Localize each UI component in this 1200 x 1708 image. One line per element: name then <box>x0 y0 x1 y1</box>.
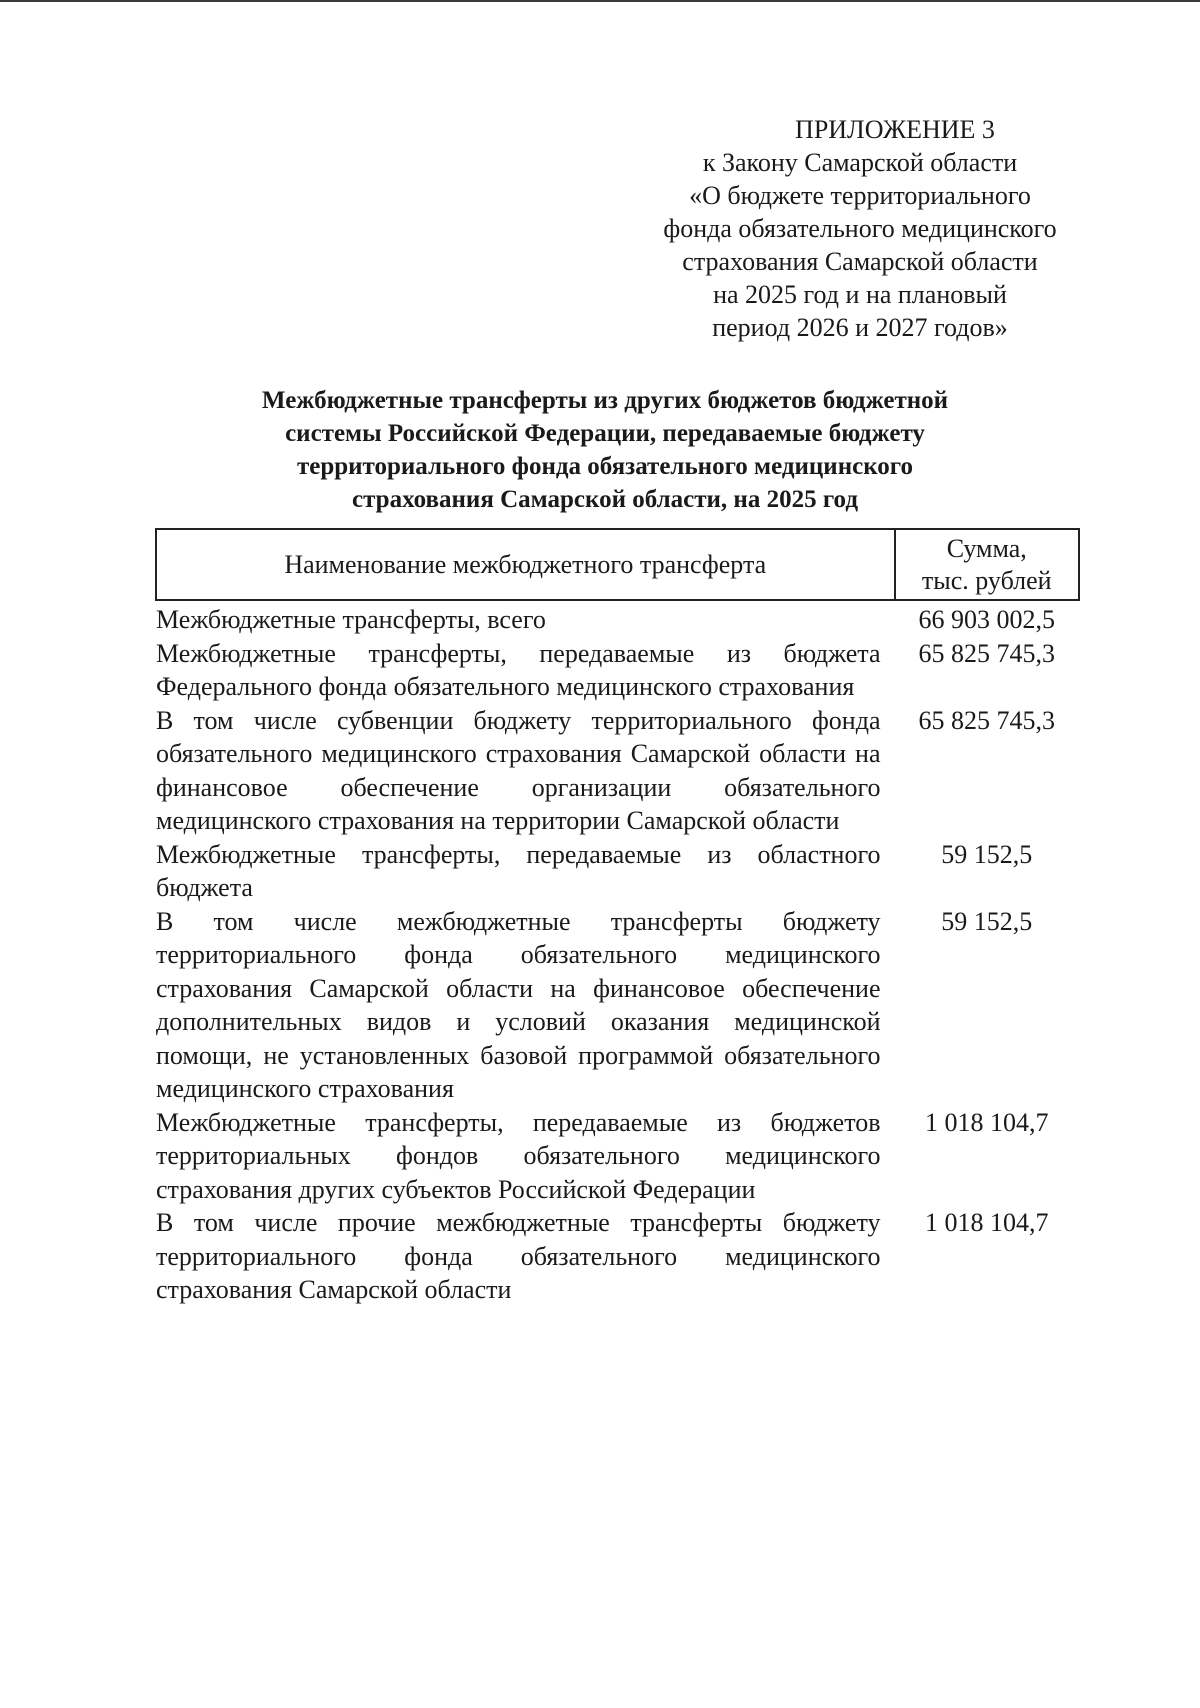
transfer-name: Межбюджетные трансферты, передаваемые из бюджетов территориальных фондов обязательного медицинского страхования других субъектов Российской Федерации <box>156 1107 881 1204</box>
appendix-law-ref: к Закону Самарской области <box>702 148 1018 177</box>
transfer-amount: 66 903 002,5 <box>918 605 1055 634</box>
transfer-amount: 59 152,5 <box>941 906 1033 936</box>
appendix-law-name-line: страхования Самарской области <box>682 247 1038 276</box>
table-row <box>156 600 1079 637</box>
transfer-amount: 65 825 745,3 <box>918 705 1055 735</box>
appendix-law-name-line: фонда обязательного медицинского <box>663 214 1057 243</box>
page-top-edge-line <box>0 0 1200 2</box>
transfers-table <box>155 528 1080 1307</box>
column-header-amount-line2: тыс. рублей <box>921 565 1052 595</box>
transfer-amount: 1 018 104,7 <box>925 1208 1049 1237</box>
table-header-row <box>156 529 1079 600</box>
transfer-amount: 59 152,5 <box>941 839 1033 869</box>
table-row <box>156 704 1079 838</box>
table-row <box>156 1206 1079 1307</box>
appendix-law-name-line: период 2026 и 2027 годов» <box>712 313 1008 342</box>
transfer-amount: 65 825 745,3 <box>918 638 1055 668</box>
document-title-line: Межбюджетные трансферты из других бюджетов бюджетной <box>261 387 949 414</box>
appendix-law-name-line: на 2025 год и на плановый <box>713 280 1007 309</box>
column-header-amount-line1: Сумма, <box>946 533 1027 563</box>
table-row <box>156 838 1079 905</box>
appendix-law-name-line: «О бюджете территориального <box>689 181 1031 210</box>
transfer-name: В том числе прочие межбюджетные трансферты бюджету территориального фонда обязательного медицинского страхования Самарской области <box>156 1208 881 1304</box>
transfer-name: В том числе субвенции бюджету территориального фонда обязательного медицинского страхования Самарской области на финансовое обеспечение организации обязательного медицинского страхования на территории Самарской области <box>156 705 881 835</box>
transfer-amount: 1 018 104,7 <box>925 1107 1049 1137</box>
transfer-name: В том числе межбюджетные трансферты бюджету территориального фонда обязательного медицинского страхования Самарской области на финансовое обеспечение дополнительных видов и условий оказания медицинской помощи, не установленных базовой программой обязательного медицинского страхования <box>156 906 881 1103</box>
transfer-name: Межбюджетные трансферты, передаваемые из областного бюджета <box>156 839 881 902</box>
table-row <box>156 1106 1079 1207</box>
transfer-name: Межбюджетные трансферты, передаваемые из бюджета Федерального фонда обязательного медицинского страхования <box>156 638 881 701</box>
column-header-name: Наименование межбюджетного трансферта <box>156 529 895 600</box>
document-title-line: системы Российской Федерации, передаваемые бюджету <box>285 420 925 447</box>
appendix-number: ПРИЛОЖЕНИЕ 3 <box>795 115 995 144</box>
table-row <box>156 905 1079 1106</box>
column-header-amount <box>895 529 1080 600</box>
document-title <box>150 384 1060 516</box>
transfer-name: Межбюджетные трансферты, всего <box>156 605 546 634</box>
document-title-line: территориального фонда обязательного медицинского <box>296 453 914 480</box>
document-title-line: страхования Самарской области, на 2025 год <box>352 486 858 513</box>
appendix-header <box>600 113 1120 344</box>
table-row <box>156 637 1079 704</box>
